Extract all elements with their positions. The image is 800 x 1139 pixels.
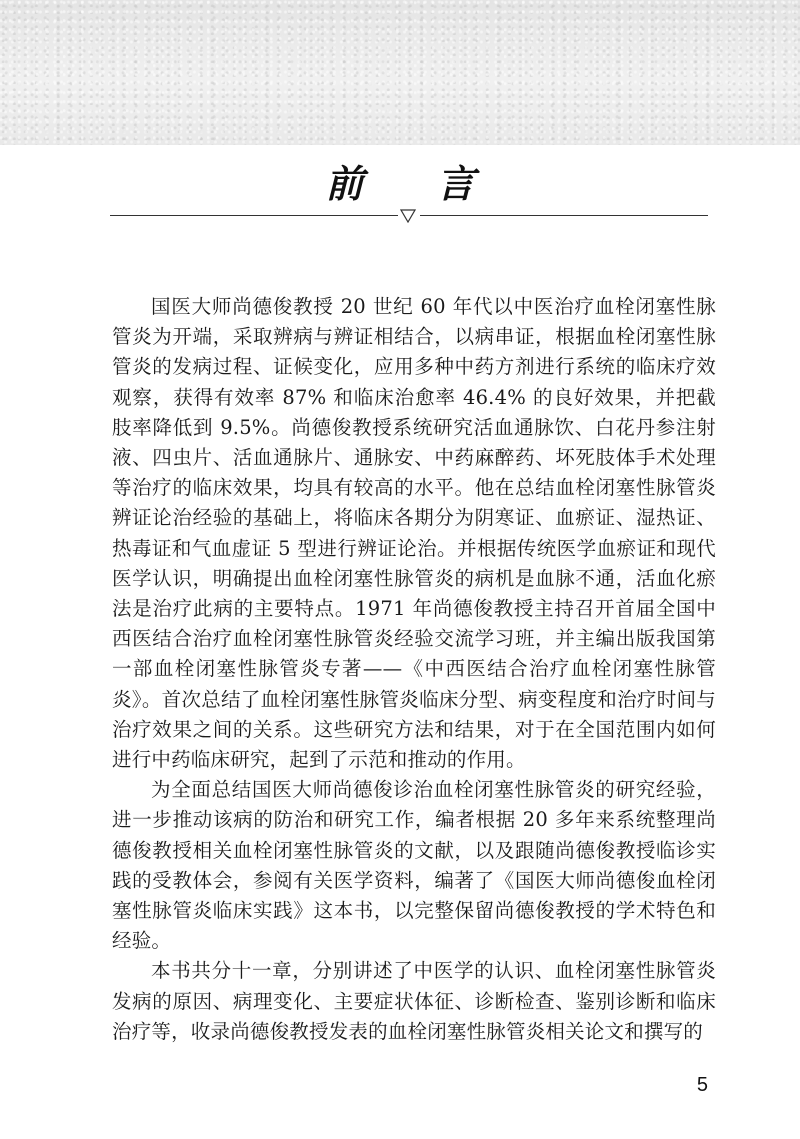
- paragraph-2: 为全面总结国医大师尚德俊诊治血栓闭塞性脉管炎的研究经验，进一步推动该病的防治和研究工作，编者根据 20 多年来系统整理尚德俊教授相关血栓闭塞性脉管炎的文献，以及跟随尚德俊教授临诊实践的受教体会，参阅有关医学资料，编著了《国医大师尚德俊血栓闭塞性脉管炎临床实践》这本书，以完整保留尚德俊教授的学术特色和经验。: [112, 778, 716, 953]
- title-rule-right: [420, 215, 708, 216]
- page-number: 5: [696, 1074, 708, 1096]
- preface-body: [112, 292, 716, 1047]
- title-rule-left: [110, 215, 398, 216]
- page-title: 前 言: [325, 161, 505, 206]
- paragraph-3: 本书共分十一章，分别讲述了中医学的认识、血栓闭塞性脉管炎发病的原因、病理变化、主要症状体征、诊断检查、鉴别诊断和临床治疗等，收录尚德俊教授发表的血栓闭塞性脉管炎相关论文和撰写的: [112, 959, 716, 1043]
- decorative-header-band: [0, 0, 800, 145]
- paragraph-1: 国医大师尚德俊教授 20 世纪 60 年代以中医治疗血栓闭塞性脉管炎为开端，采取辨病与辨证相结合，以病串证，根据血栓闭塞性脉管炎的发病过程、证候变化，应用多种中药方剂进行系统的临床疗效观察，获得有效率 87% 和临床治愈率 46.4% 的良好效果，并把截肢率降低到 9.5%。尚德俊教授系统研究活血通脉饮、白花丹参注射液、四虫片、活血通脉片、通脉安、中药麻醉药、坏死肢体手术处理等治疗的临床效果，均具有较高的水平。他在总结血栓闭塞性脉管炎辨证论治经验的基础上，将临床各期分为阴寒证、血瘀证、湿热证、热毒证和气血虚证 5 型进行辨证论治。并根据传统医学血瘀证和现代医学认识，明确提出血栓闭塞性脉管炎的病机是血脉不通，活血化瘀法是治疗此病的主要特点。1971 年尚德俊教授主持召开首届全国中西医结合治疗血栓闭塞性脉管炎经验交流学习班，并主编出版我国第一部血栓闭塞性脉管炎专著——《中西医结合治疗血栓闭塞性脉管炎》。首次总结了血栓闭塞性脉管炎临床分型、病变程度和治疗时间与治疗效果之间的关系。这些研究方法和结果，对于在全国范围内如何进行中药临床研究，起到了示范和推动的作用。: [112, 295, 716, 772]
- down-triangle-icon: [400, 209, 416, 223]
